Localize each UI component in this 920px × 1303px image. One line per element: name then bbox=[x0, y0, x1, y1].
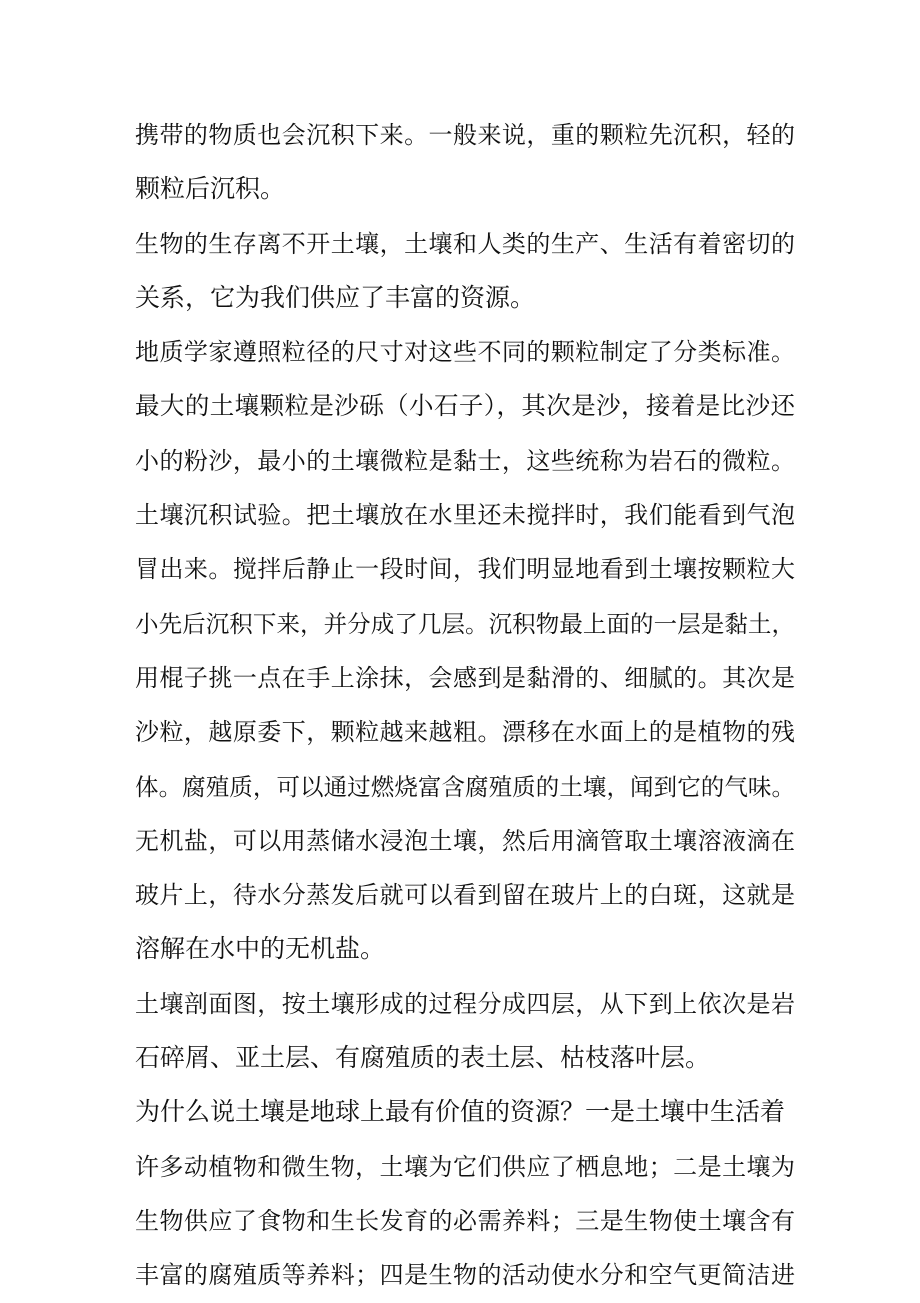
text-line: 小的粉沙，最小的土壤微粒是黏士，这些统称为岩石的微粒。 bbox=[135, 446, 795, 475]
text-line: 关系，它为我们供应了丰富的资源。 bbox=[135, 282, 536, 312]
text-line: 携带的物质也会沉积下来。一般来说，重的颗粒先沉积，轻的 bbox=[135, 121, 795, 149]
text-line: 最大的土壤颗粒是沙砾（小石子），其次是沙，接着是比沙还 bbox=[135, 391, 795, 421]
text-line: 沙粒，越原委下，颗粒越来越粗。漂移在水面上的是植物的残 bbox=[135, 718, 795, 747]
text-line: 生物供应了食物和生长发育的必需养料；三是生物使土壤含有 bbox=[135, 1206, 795, 1235]
text-line: 土壤剖面图，按土壤形成的过程分成四层，从下到上依次是岩 bbox=[135, 989, 795, 1018]
text-line: 小先后沉积下来，并分成了几层。沉积物最上面的一层是黏土， bbox=[135, 609, 795, 638]
text-line: 石碎屑、亚土层、有腐殖质的表土层、枯枝落叶层。 bbox=[135, 1043, 711, 1073]
text-line: 地质学家遵照粒径的尺寸对这些不同的颗粒制定了分类标准。 bbox=[135, 338, 795, 367]
text-line: 丰富的腐殖质等养料；四是生物的活动使水分和空气更简洁进 bbox=[135, 1261, 795, 1290]
text-line: 颗粒后沉积。 bbox=[135, 174, 286, 204]
text-line: 溶解在水中的无机盐。 bbox=[135, 934, 386, 964]
text-line: 无机盐，可以用蒸储水浸泡土壤，然后用滴管取土壤溶液滴在 bbox=[135, 826, 795, 855]
text-line: 冒出来。搅拌后静止一段时间，我们明显地看到土壤按颗粒大 bbox=[135, 555, 795, 584]
text-line: 土壤沉积试验。把土壤放在水里还未搅拌时，我们能看到气泡 bbox=[135, 501, 795, 530]
text-line: 用棍子挑一点在手上涂抹，会感到是黏滑的、细腻的。其次是 bbox=[135, 663, 795, 692]
text-line: 玻片上，待水分蒸发后就可以看到留在玻片上的白斑，这就是 bbox=[135, 881, 795, 910]
text-line: 许多动植物和微生物，土壤为它们供应了栖息地；二是土壤为 bbox=[135, 1152, 795, 1181]
text-line: 为什么说土壤是地球上最有价值的资源？一是土壤中生活着 bbox=[135, 1097, 786, 1127]
document-body bbox=[135, 108, 795, 1303]
text-line: 生物的生存离不开土壤，土壤和人类的生产、生活有着密切的 bbox=[135, 229, 795, 258]
text-line: 体。腐殖质，可以通过燃烧富含腐殖质的土壤，闻到它的气味。 bbox=[135, 772, 795, 801]
